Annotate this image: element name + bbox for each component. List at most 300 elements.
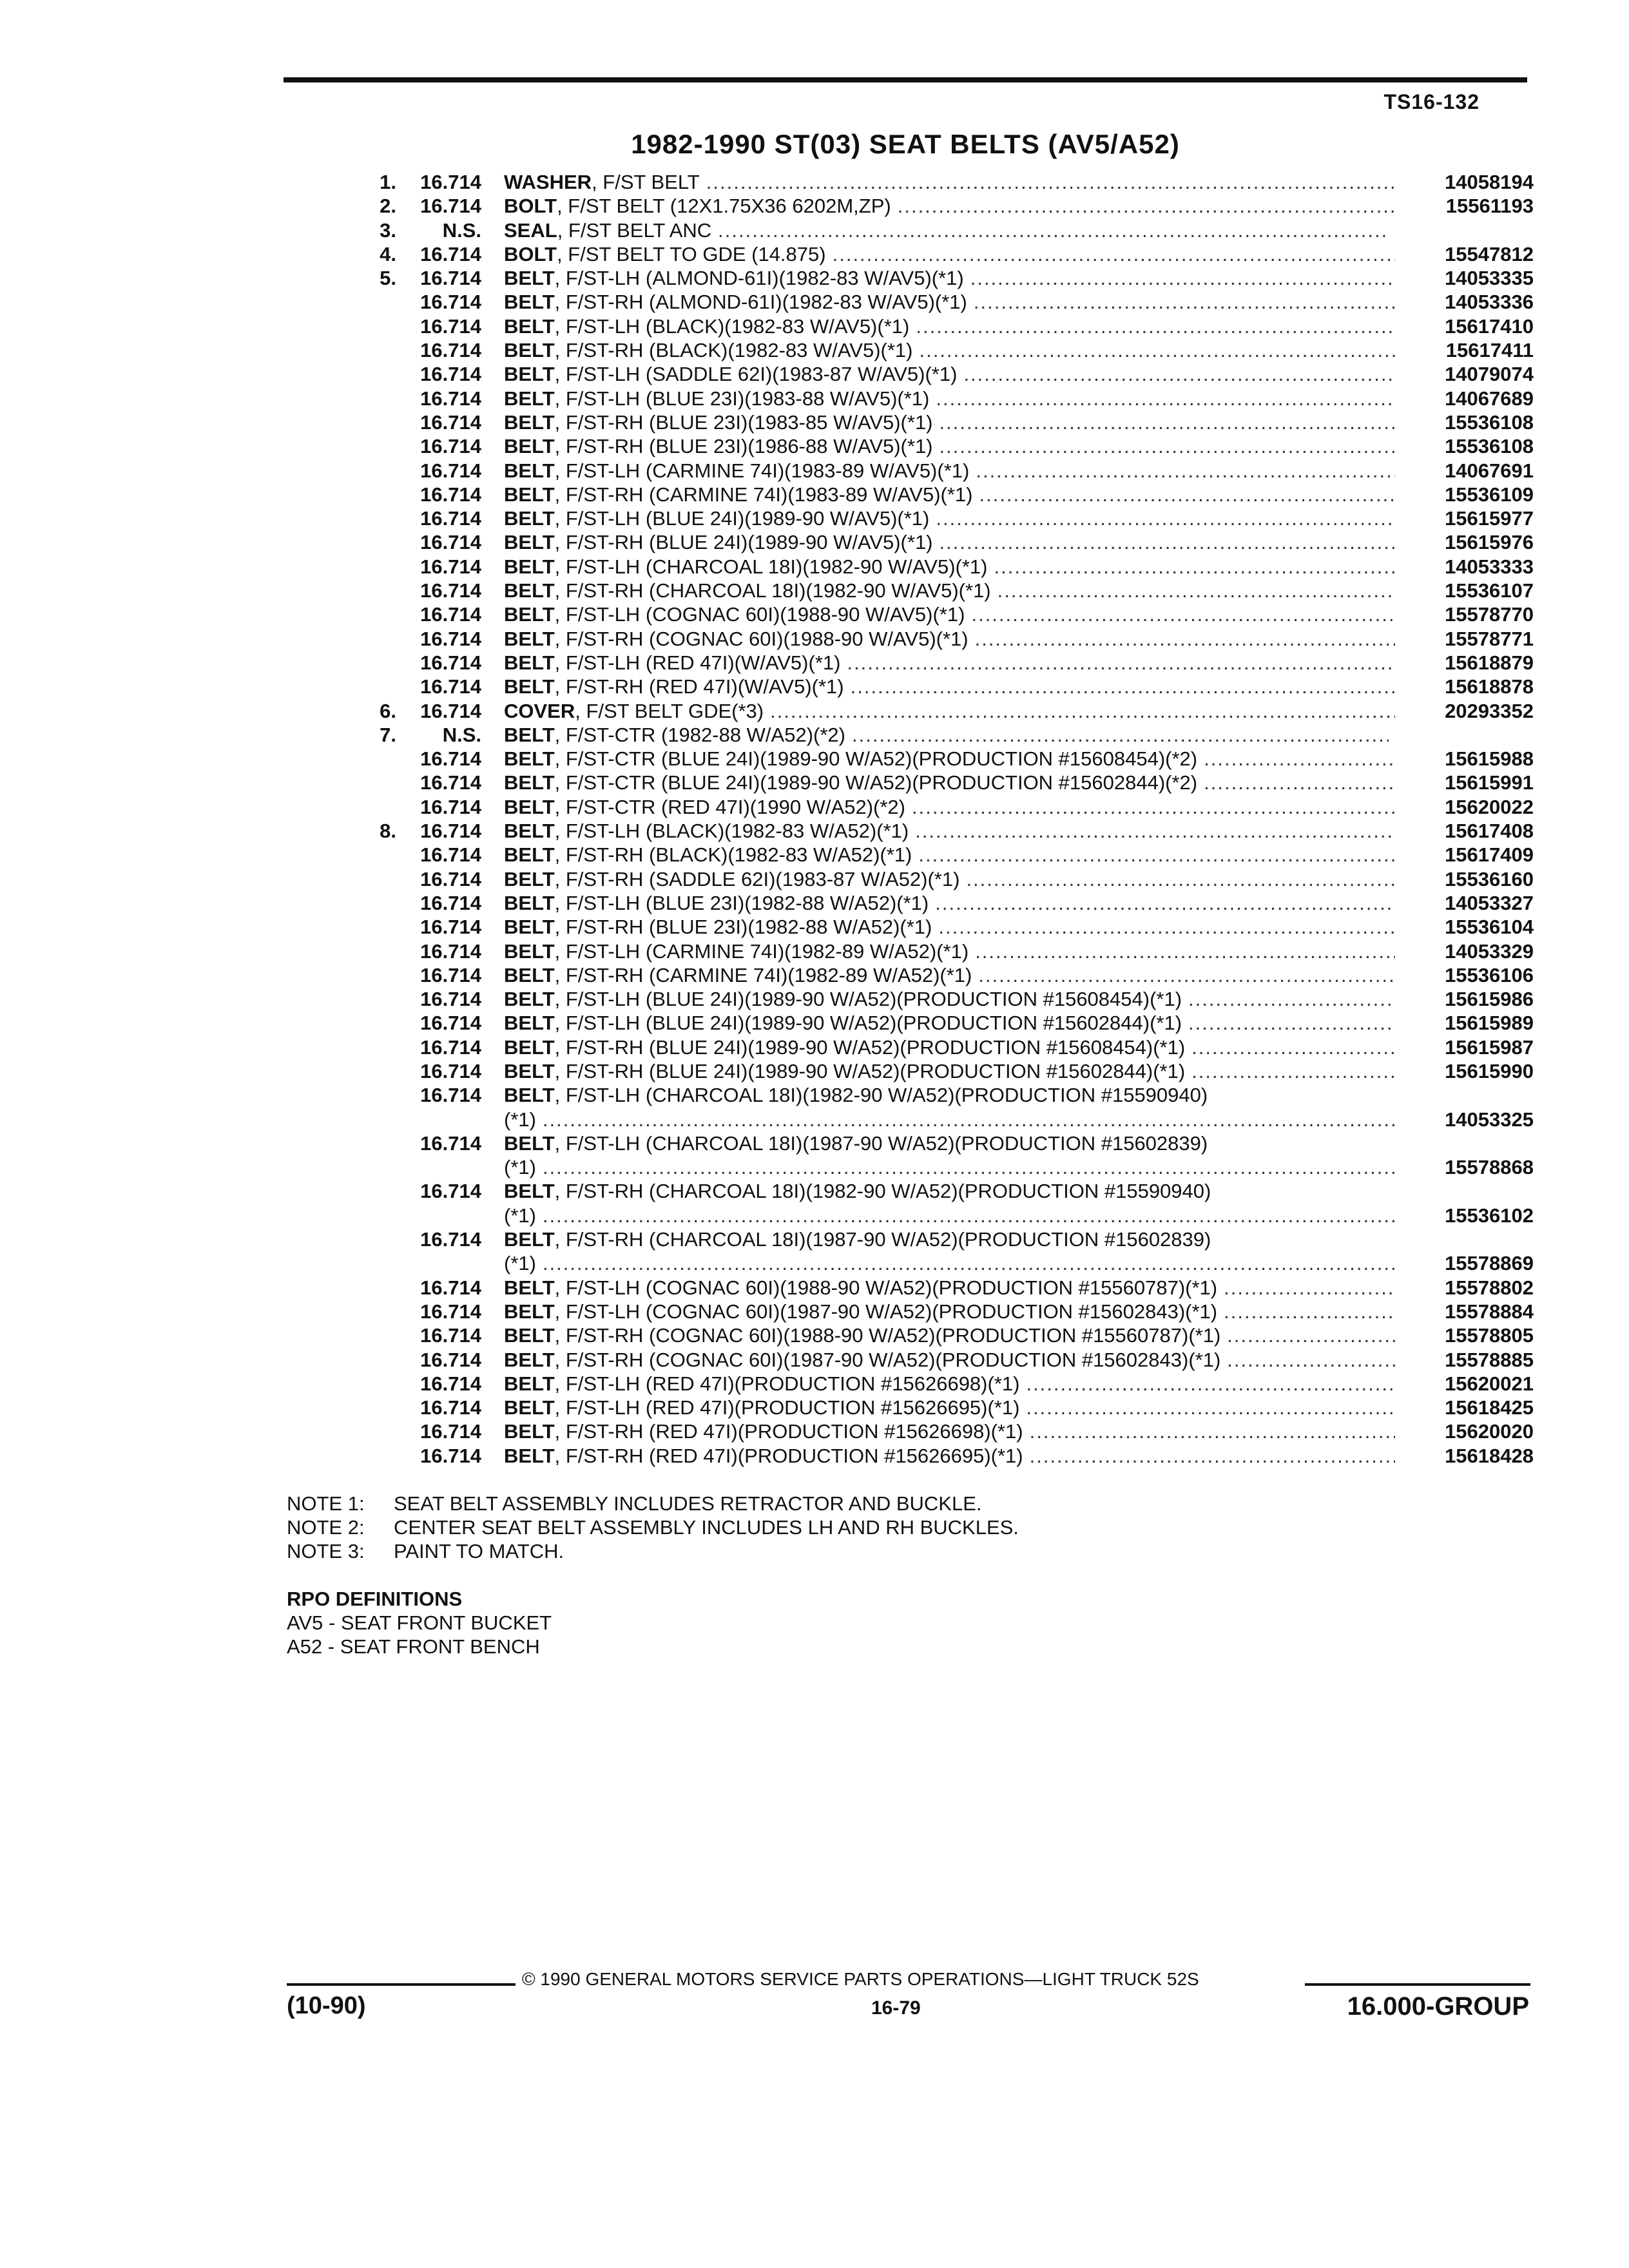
part-name: BELT <box>504 1300 555 1323</box>
part-name: BELT <box>504 843 555 867</box>
dot-leader <box>1204 771 1395 794</box>
item-number: 7. <box>380 723 396 746</box>
footer-rule-left <box>287 1983 516 1986</box>
description-line <box>504 218 1534 242</box>
description-line <box>504 675 1534 698</box>
parts-row <box>348 290 1534 314</box>
part-description <box>504 483 1534 506</box>
group-number: 16.714 <box>420 747 481 771</box>
part-number: 15578869 <box>1445 1252 1534 1275</box>
description-line <box>504 1444 1534 1468</box>
part-number: 15615989 <box>1445 1012 1534 1035</box>
group-number: 16.714 <box>420 314 481 338</box>
group-number: 16.714 <box>420 291 481 314</box>
part-name: BELT <box>504 363 555 386</box>
group-number: 16.714 <box>420 675 481 698</box>
part-name: BELT <box>504 939 555 963</box>
part-name: BELT <box>504 1348 555 1371</box>
dot-leader <box>1030 1419 1395 1443</box>
group-number: 16.714 <box>420 171 481 193</box>
part-description <box>504 290 1534 314</box>
description-line <box>504 1396 1534 1419</box>
description-line <box>504 987 1534 1011</box>
description-line <box>504 266 1534 290</box>
part-description <box>504 1419 1534 1443</box>
dot-leader <box>935 891 1395 915</box>
part-detail: , F/ST-LH (RED 47I)(W/AV5)(*1) <box>554 651 841 674</box>
group-number: 16.714 <box>420 242 481 265</box>
parts-row <box>348 675 1534 698</box>
part-detail: , F/ST-LH (RED 47I)(PRODUCTION #15626698)(*1) <box>554 1372 1020 1395</box>
part-number: 15615991 <box>1445 771 1534 794</box>
part-detail: , F/ST-CTR (RED 47I)(1990 W/A52)(*2) <box>554 795 905 818</box>
part-name: BELT <box>504 1324 555 1347</box>
group-label: 16.000-GROUP <box>1347 1992 1529 2021</box>
part-description <box>504 627 1534 651</box>
dot-leader <box>543 1155 1395 1179</box>
group-number: 16.714 <box>420 916 481 939</box>
group-number: 16.714 <box>420 363 481 386</box>
part-name: BELT <box>504 507 555 530</box>
parts-row <box>348 963 1534 987</box>
dot-leader <box>978 963 1395 987</box>
part-name: BELT <box>504 1131 555 1155</box>
group-number: 16.714 <box>420 1035 481 1059</box>
parts-row <box>348 1396 1534 1419</box>
note-text: CENTER SEAT BELT ASSEMBLY INCLUDES LH AND RH BUCKLES. <box>394 1516 1019 1539</box>
part-number: 15618878 <box>1445 675 1534 698</box>
description-line <box>504 1372 1534 1396</box>
description-line <box>504 362 1534 386</box>
part-name: BELT <box>504 795 555 818</box>
part-description <box>504 1276 1534 1300</box>
part-description <box>504 387 1534 410</box>
part-number: 15617410 <box>1445 314 1534 338</box>
part-description <box>504 915 1534 939</box>
part-name: BELT <box>504 435 555 458</box>
parts-row <box>348 434 1534 458</box>
parts-row <box>348 266 1534 290</box>
description-line <box>504 459 1534 483</box>
dot-leader <box>851 675 1395 698</box>
part-number: 15615987 <box>1445 1035 1534 1059</box>
description-line <box>504 1011 1534 1035</box>
rpo-title: RPO DEFINITIONS <box>287 1588 463 1610</box>
description-line <box>504 651 1534 675</box>
part-number: 15617409 <box>1445 843 1534 867</box>
dot-leader <box>971 602 1395 626</box>
part-name: BELT <box>504 1228 555 1251</box>
description-line <box>504 843 1534 867</box>
dot-leader <box>940 434 1395 458</box>
part-number: 15618425 <box>1445 1396 1534 1419</box>
note <box>287 1492 1019 1515</box>
part-description <box>504 747 1534 771</box>
part-detail: , F/ST-RH (CHARCOAL 18I)(1982-90 W/AV5)(*1) <box>554 579 991 602</box>
parts-row <box>348 771 1534 794</box>
dot-leader <box>543 1204 1395 1227</box>
part-number: 15536104 <box>1445 916 1534 939</box>
description-line <box>504 555 1534 579</box>
dot-leader <box>974 290 1395 314</box>
part-name: BELT <box>504 531 555 554</box>
part-description <box>504 1444 1534 1468</box>
part-name: BOLT <box>504 242 557 265</box>
part-description <box>504 338 1534 362</box>
part-detail: , F/ST-RH (RED 47I)(PRODUCTION #15626695)(*1) <box>554 1444 1023 1467</box>
description-line <box>504 1323 1534 1347</box>
dot-leader <box>976 459 1395 483</box>
part-number: 15620020 <box>1445 1420 1534 1443</box>
part-name: BELT <box>504 1372 555 1395</box>
part-description <box>504 723 1534 747</box>
rpo-item: AV5 - SEAT FRONT BUCKET <box>287 1611 552 1634</box>
part-detail: (*1) <box>504 1108 536 1131</box>
note-label: NOTE 1: <box>287 1492 365 1515</box>
parts-row <box>348 170 1534 194</box>
parts-row <box>348 843 1534 867</box>
group-number: 16.714 <box>420 1444 481 1467</box>
part-description <box>504 242 1534 266</box>
parts-row <box>348 867 1534 891</box>
part-name: BELT <box>504 1012 555 1035</box>
parts-row <box>348 1323 1534 1347</box>
part-detail: , F/ST-RH (BLUE 24I)(1989-90 W/A52)(PRODUCTION #15602844)(*1) <box>554 1059 1186 1082</box>
part-description <box>504 675 1534 698</box>
parts-row <box>348 338 1534 362</box>
part-detail: , F/ST-RH (BLUE 23I)(1983-85 W/AV5)(*1) <box>554 410 933 434</box>
part-description <box>504 1059 1534 1083</box>
part-number: 15617411 <box>1445 339 1534 362</box>
group-number: 16.714 <box>420 1228 481 1251</box>
group-number: 16.714 <box>420 1348 481 1371</box>
dot-leader <box>940 410 1395 434</box>
parts-row <box>348 891 1534 915</box>
description-line <box>504 747 1534 771</box>
part-detail: , F/ST-LH (CARMINE 74I)(1982-89 W/A52)(*1) <box>554 939 969 963</box>
item-number: 6. <box>380 699 396 722</box>
part-detail: , F/ST-RH (CHARCOAL 18I)(1982-90 W/A52)(PRODUCTION #15590940) <box>554 1180 1211 1203</box>
part-detail: , F/ST-RH (CARMINE 74I)(1982-89 W/A52)(*1) <box>554 963 972 986</box>
parts-row <box>348 362 1534 386</box>
part-number: 15536108 <box>1445 410 1534 434</box>
part-detail: , F/ST-CTR (BLUE 24I)(1989-90 W/A52)(PRODUCTION #15608454)(*2) <box>554 747 1198 771</box>
part-number: 15615986 <box>1445 988 1534 1011</box>
description-line <box>504 242 1534 266</box>
part-description <box>504 1131 1534 1180</box>
description-line <box>504 1059 1534 1083</box>
description-line <box>504 699 1534 723</box>
part-name: BELT <box>504 916 555 939</box>
part-number: 15620022 <box>1445 795 1534 818</box>
part-name: BELT <box>504 291 555 314</box>
description-line <box>504 579 1534 602</box>
part-name: BELT <box>504 579 555 602</box>
part-name: BELT <box>504 867 555 890</box>
description-line <box>504 1348 1534 1372</box>
group-number: 16.714 <box>420 339 481 362</box>
group-number: 16.714 <box>420 820 481 843</box>
parts-row <box>348 1179 1534 1227</box>
part-description <box>504 1300 1534 1323</box>
part-detail: (*1) <box>504 1252 536 1275</box>
parts-row <box>348 530 1534 554</box>
part-description <box>504 771 1534 794</box>
description-line <box>504 939 1534 963</box>
note-label: NOTE 3: <box>287 1540 365 1562</box>
part-name: BELT <box>504 267 555 290</box>
part-name: BELT <box>504 339 555 362</box>
description-line <box>504 194 1534 218</box>
part-number: 15536109 <box>1445 483 1534 506</box>
part-description <box>504 1348 1534 1372</box>
part-number: 15615976 <box>1445 531 1534 554</box>
dot-leader <box>1026 1396 1395 1419</box>
part-detail: , F/ST-RH (CHARCOAL 18I)(1987-90 W/A52)(PRODUCTION #15602839) <box>554 1228 1211 1251</box>
rpo-item: A52 - SEAT FRONT BENCH <box>287 1635 540 1658</box>
description-line <box>504 338 1534 362</box>
dot-leader <box>852 723 1389 747</box>
part-detail: , F/ST-RH (RED 47I)(PRODUCTION #15626698)(*1) <box>554 1420 1023 1443</box>
part-name: BELT <box>504 1444 555 1467</box>
dot-leader <box>938 915 1395 939</box>
part-number: 15561193 <box>1445 195 1534 218</box>
rpo-definitions <box>287 1587 552 1658</box>
item-number: 1. <box>380 171 396 193</box>
part-name: BELT <box>504 1084 555 1107</box>
part-description <box>504 170 1534 194</box>
part-detail: , F/ST-RH (SADDLE 62I)(1983-87 W/A52)(*1) <box>554 867 960 890</box>
part-detail: , F/ST-LH (CARMINE 74I)(1983-89 W/AV5)(*1) <box>554 459 970 482</box>
parts-row <box>348 1059 1534 1083</box>
description-line <box>504 627 1534 651</box>
part-number: 15578771 <box>1445 627 1534 650</box>
group-number: 16.714 <box>420 555 481 578</box>
part-detail: , F/ST-CTR (BLUE 24I)(1989-90 W/A52)(PRODUCTION #15602844)(*2) <box>554 771 1198 794</box>
part-detail: , F/ST-LH (BLACK)(1982-83 W/AV5)(*1) <box>554 314 910 338</box>
dot-leader <box>1191 1059 1395 1083</box>
part-description <box>504 843 1534 867</box>
group-number: 16.714 <box>420 651 481 674</box>
group-number: 16.714 <box>420 579 481 602</box>
dot-leader <box>998 579 1395 602</box>
part-name: BELT <box>504 459 555 482</box>
description-line <box>504 963 1534 987</box>
notes-section <box>287 1492 1019 1563</box>
note <box>287 1515 1019 1539</box>
part-detail: , F/ST-RH (BLACK)(1982-83 W/A52)(*1) <box>554 843 912 867</box>
part-number: 15536160 <box>1445 867 1534 890</box>
part-name: BELT <box>504 675 555 698</box>
part-number: 14079074 <box>1445 363 1534 386</box>
part-detail: , F/ST BELT <box>592 171 700 193</box>
group-number: 16.714 <box>420 1276 481 1299</box>
description-line <box>504 483 1534 506</box>
description-line <box>504 387 1534 410</box>
part-name: BELT <box>504 1180 555 1203</box>
part-detail: , F/ST-LH (CHARCOAL 18I)(1982-90 W/A52)(PRODUCTION #15590940) <box>554 1084 1208 1107</box>
group-number: 16.714 <box>420 1131 481 1155</box>
part-description <box>504 891 1534 915</box>
part-name: BELT <box>504 387 555 410</box>
part-number: 15547812 <box>1445 242 1534 265</box>
part-description <box>504 1323 1534 1347</box>
part-description <box>504 867 1534 891</box>
group-number: 16.714 <box>420 1324 481 1347</box>
part-number: 14053336 <box>1445 291 1534 314</box>
parts-row <box>348 579 1534 602</box>
part-name: BELT <box>504 651 555 674</box>
copyright-line: © 1990 GENERAL MOTORS SERVICE PARTS OPERATIONS—LIGHT TRUCK 52S <box>522 1969 1199 1989</box>
item-number: 3. <box>380 218 396 242</box>
group-number: 16.714 <box>420 1420 481 1443</box>
group-number: 16.714 <box>420 483 481 506</box>
note-text: PAINT TO MATCH. <box>394 1540 564 1562</box>
part-number: 14067691 <box>1445 459 1534 482</box>
part-detail: , F/ST BELT ANC <box>557 218 712 242</box>
part-description <box>504 506 1534 530</box>
parts-row <box>348 1300 1534 1323</box>
part-description <box>504 218 1534 242</box>
part-number: 14058194 <box>1445 171 1534 193</box>
part-number: 15578868 <box>1445 1156 1534 1179</box>
group-number: 16.714 <box>420 699 481 722</box>
group-number: 16.714 <box>420 1300 481 1323</box>
parts-row <box>348 483 1534 506</box>
part-number: 14053333 <box>1445 555 1534 578</box>
part-description <box>504 1179 1534 1227</box>
parts-row <box>348 987 1534 1011</box>
part-detail: , F/ST BELT (12X1.75X36 6202M,ZP) <box>557 195 891 218</box>
dot-leader <box>898 194 1395 218</box>
parts-row <box>348 387 1534 410</box>
part-description <box>504 602 1534 626</box>
top-rule <box>284 77 1527 82</box>
description-line <box>504 506 1534 530</box>
part-detail: , F/ST-LH (RED 47I)(PRODUCTION #15626695)(*1) <box>554 1396 1020 1419</box>
description-line <box>504 434 1534 458</box>
group-number: 16.714 <box>420 771 481 794</box>
description-line <box>504 1300 1534 1323</box>
part-number: 14053335 <box>1445 267 1534 290</box>
group-number: 16.714 <box>420 1084 481 1107</box>
part-detail: , F/ST-LH (BLUE 24I)(1989-90 W/AV5)(*1) <box>554 507 930 530</box>
dot-leader <box>718 218 1389 242</box>
description-line <box>504 1276 1534 1300</box>
part-name: BELT <box>504 1420 555 1443</box>
note <box>287 1539 1019 1563</box>
item-number: 5. <box>380 267 396 290</box>
part-number: 14053325 <box>1445 1108 1534 1131</box>
dot-leader <box>833 242 1395 266</box>
part-name: BELT <box>504 603 555 626</box>
part-description <box>504 1011 1534 1035</box>
parts-row <box>348 1011 1534 1035</box>
dot-leader <box>970 266 1395 290</box>
description-line <box>504 1227 1534 1251</box>
parts-row <box>348 651 1534 675</box>
part-name: BELT <box>504 771 555 794</box>
dot-leader <box>979 483 1395 506</box>
part-description <box>504 819 1534 843</box>
part-number: 15615977 <box>1445 507 1534 530</box>
part-detail: , F/ST-LH (BLUE 23I)(1982-88 W/A52)(*1) <box>554 891 929 914</box>
parts-list <box>348 170 1534 1468</box>
parts-row <box>348 1444 1534 1468</box>
description-line <box>504 1251 1534 1275</box>
parts-row <box>348 1348 1534 1372</box>
description-line <box>504 795 1534 819</box>
description-line <box>504 410 1534 434</box>
part-number: 15536102 <box>1445 1204 1534 1227</box>
dot-leader <box>919 338 1395 362</box>
parts-row <box>348 1035 1534 1059</box>
part-number: 15578884 <box>1445 1300 1534 1323</box>
page-title: 1982-1990 ST(03) SEAT BELTS (AV5/A52) <box>631 129 1180 159</box>
part-description <box>504 1372 1534 1396</box>
dot-leader <box>1188 987 1395 1011</box>
group-number: 16.714 <box>420 867 481 890</box>
part-detail: , F/ST-LH (BLACK)(1982-83 W/A52)(*1) <box>554 820 909 843</box>
parts-row <box>348 1276 1534 1300</box>
part-number: 15536108 <box>1445 435 1534 458</box>
part-number: 14053327 <box>1445 891 1534 914</box>
group-number: 16.714 <box>420 507 481 530</box>
description-line <box>504 867 1534 891</box>
group-number: 16.714 <box>420 410 481 434</box>
part-number: 15620021 <box>1445 1372 1534 1395</box>
group-number: N.S. <box>442 218 481 242</box>
part-detail: , F/ST-LH (CHARCOAL 18I)(1982-90 W/AV5)(*1) <box>554 555 988 578</box>
part-detail: , F/ST-RH (BLUE 24I)(1989-90 W/A52)(PRODUCTION #15608454)(*1) <box>554 1035 1186 1059</box>
part-name: BELT <box>504 483 555 506</box>
part-detail: (*1) <box>504 1156 536 1179</box>
group-number: 16.714 <box>420 891 481 914</box>
parts-row <box>348 723 1534 747</box>
part-name: BELT <box>504 555 555 578</box>
document-number: TS16-132 <box>1383 90 1480 113</box>
group-number: 16.714 <box>420 603 481 626</box>
part-name: BELT <box>504 988 555 1011</box>
parts-row <box>348 602 1534 626</box>
part-description <box>504 266 1534 290</box>
parts-row <box>348 194 1534 218</box>
group-number: 16.714 <box>420 435 481 458</box>
description-line <box>504 723 1534 747</box>
part-name: BELT <box>504 410 555 434</box>
part-number: 14053329 <box>1445 939 1534 963</box>
part-number: 15578885 <box>1445 1348 1534 1371</box>
group-number: 16.714 <box>420 843 481 867</box>
dot-leader <box>916 314 1395 338</box>
group-number: 16.714 <box>420 795 481 818</box>
parts-row <box>348 218 1534 242</box>
part-name: BELT <box>504 891 555 914</box>
part-number: 15578805 <box>1445 1324 1534 1347</box>
description-line <box>504 1179 1534 1203</box>
part-name: BELT <box>504 820 555 843</box>
part-detail: , F/ST-LH (SADDLE 62I)(1983-87 W/AV5)(*1) <box>554 363 958 386</box>
item-number: 2. <box>380 195 396 218</box>
parts-row <box>348 506 1534 530</box>
group-number: 16.714 <box>420 267 481 290</box>
part-description <box>504 555 1534 579</box>
part-description <box>504 579 1534 602</box>
part-description <box>504 1227 1534 1276</box>
part-number: 15578802 <box>1445 1276 1534 1299</box>
part-number: 15618428 <box>1445 1444 1534 1467</box>
group-number: 16.714 <box>420 195 481 218</box>
